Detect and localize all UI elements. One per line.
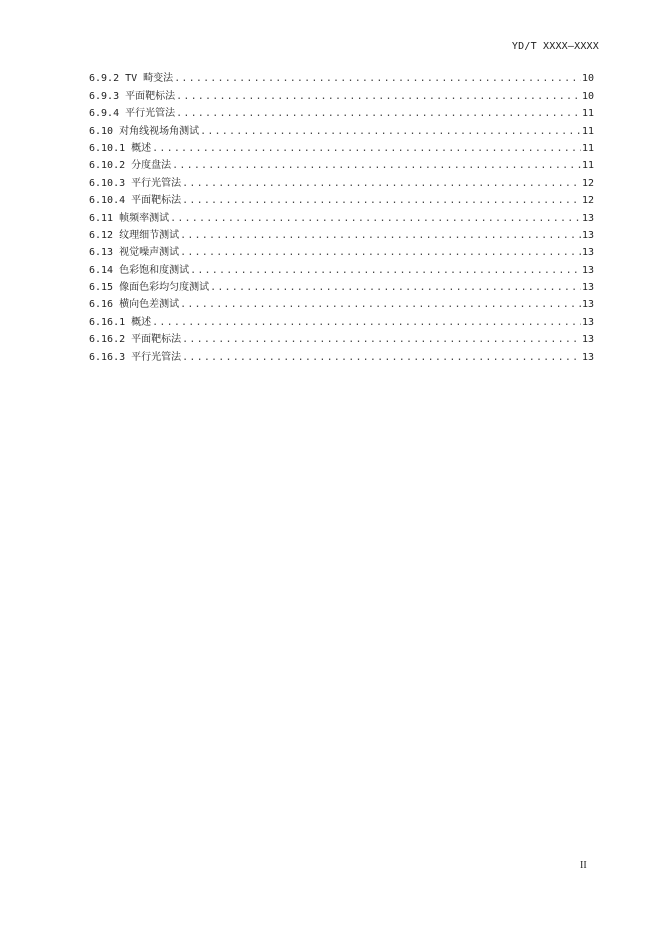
toc-dot-leader xyxy=(172,159,581,173)
toc-entry[interactable] xyxy=(89,278,594,295)
toc-entry-page: 13 xyxy=(581,334,594,346)
toc-entry-title: 6.10.3 平行光管法 xyxy=(89,177,182,189)
toc-entry-title: 6.14 色彩饱和度测试 xyxy=(89,264,190,276)
page-number: II xyxy=(580,860,587,871)
toc-entry-page: 11 xyxy=(581,160,594,172)
toc-entry-title: 6.16.2 平面靶标法 xyxy=(89,334,182,346)
toc-entry[interactable] xyxy=(89,173,594,190)
toc-entry-page: 13 xyxy=(581,229,594,241)
document-code-header: YD/T XXXX—XXXX xyxy=(511,41,599,52)
toc-entry-page: 13 xyxy=(581,316,594,328)
toc-entry[interactable] xyxy=(89,191,594,208)
toc-entry-title: 6.11 帧频率测试 xyxy=(89,212,170,224)
toc-dot-leader xyxy=(152,316,581,330)
toc-entry[interactable] xyxy=(89,121,594,138)
toc-entry[interactable] xyxy=(89,139,594,156)
toc-entry[interactable] xyxy=(89,330,594,347)
toc-dot-leader xyxy=(176,90,581,104)
toc-dot-leader xyxy=(180,298,581,312)
toc-dot-leader xyxy=(182,333,581,347)
toc-entry[interactable] xyxy=(89,312,594,329)
toc-entry-page: 13 xyxy=(581,299,594,311)
toc-entry[interactable] xyxy=(89,260,594,277)
toc-entry-title: 6.16.3 平行光管法 xyxy=(89,351,182,363)
toc-entry[interactable] xyxy=(89,295,594,312)
toc-entry[interactable] xyxy=(89,156,594,173)
toc-entry-title: 6.10.1 概述 xyxy=(89,142,152,154)
toc-entry-title: 6.9.4 平行光管法 xyxy=(89,108,176,120)
toc-dot-leader xyxy=(180,246,581,260)
toc-dot-leader xyxy=(174,72,581,86)
toc-entry-title: 6.9.3 平面靶标法 xyxy=(89,90,176,102)
toc-entry-page: 12 xyxy=(581,177,594,189)
toc-dot-leader xyxy=(176,107,581,121)
toc-entry[interactable] xyxy=(89,347,594,364)
toc-dot-leader xyxy=(180,229,581,243)
toc-entry-page: 12 xyxy=(581,195,594,207)
toc-entry-page: 10 xyxy=(581,73,594,85)
toc-entry-page: 11 xyxy=(581,142,594,154)
toc-entry-page: 11 xyxy=(581,108,594,120)
toc-entry-page: 13 xyxy=(581,351,594,363)
toc-entry[interactable] xyxy=(89,226,594,243)
toc-entry[interactable] xyxy=(89,86,594,103)
toc-dot-leader xyxy=(182,177,581,191)
toc-entry-page: 13 xyxy=(581,264,594,276)
toc-entry[interactable] xyxy=(89,208,594,225)
toc-entry-title: 6.12 纹理细节测试 xyxy=(89,229,180,241)
toc-dot-leader xyxy=(170,212,581,226)
toc-entry-title: 6.16.1 概述 xyxy=(89,316,152,328)
toc-entry-title: 6.10 对角线视场角测试 xyxy=(89,125,200,137)
toc-dot-leader xyxy=(182,351,581,365)
toc-entry[interactable] xyxy=(89,69,594,86)
toc-entry-page: 13 xyxy=(581,212,594,224)
toc-dot-leader xyxy=(190,264,581,278)
toc-entry-title: 6.13 视觉噪声测试 xyxy=(89,247,180,259)
toc-entry-title: 6.10.4 平面靶标法 xyxy=(89,195,182,207)
table-of-contents xyxy=(89,69,594,365)
toc-dot-leader xyxy=(182,194,581,208)
toc-entry[interactable] xyxy=(89,243,594,260)
toc-entry-page: 13 xyxy=(581,282,594,294)
toc-entry-title: 6.16 横向色差测试 xyxy=(89,299,180,311)
toc-entry-title: 6.10.2 分度盘法 xyxy=(89,160,172,172)
toc-entry-page: 10 xyxy=(581,90,594,102)
toc-dot-leader xyxy=(210,281,581,295)
toc-dot-leader xyxy=(152,142,581,156)
toc-entry-title: 6.9.2 TV 畸变法 xyxy=(89,73,174,85)
toc-entry-page: 11 xyxy=(581,125,594,137)
toc-entry[interactable] xyxy=(89,104,594,121)
toc-entry-page: 13 xyxy=(581,247,594,259)
toc-dot-leader xyxy=(200,125,581,139)
toc-entry-title: 6.15 像面色彩均匀度测试 xyxy=(89,282,210,294)
